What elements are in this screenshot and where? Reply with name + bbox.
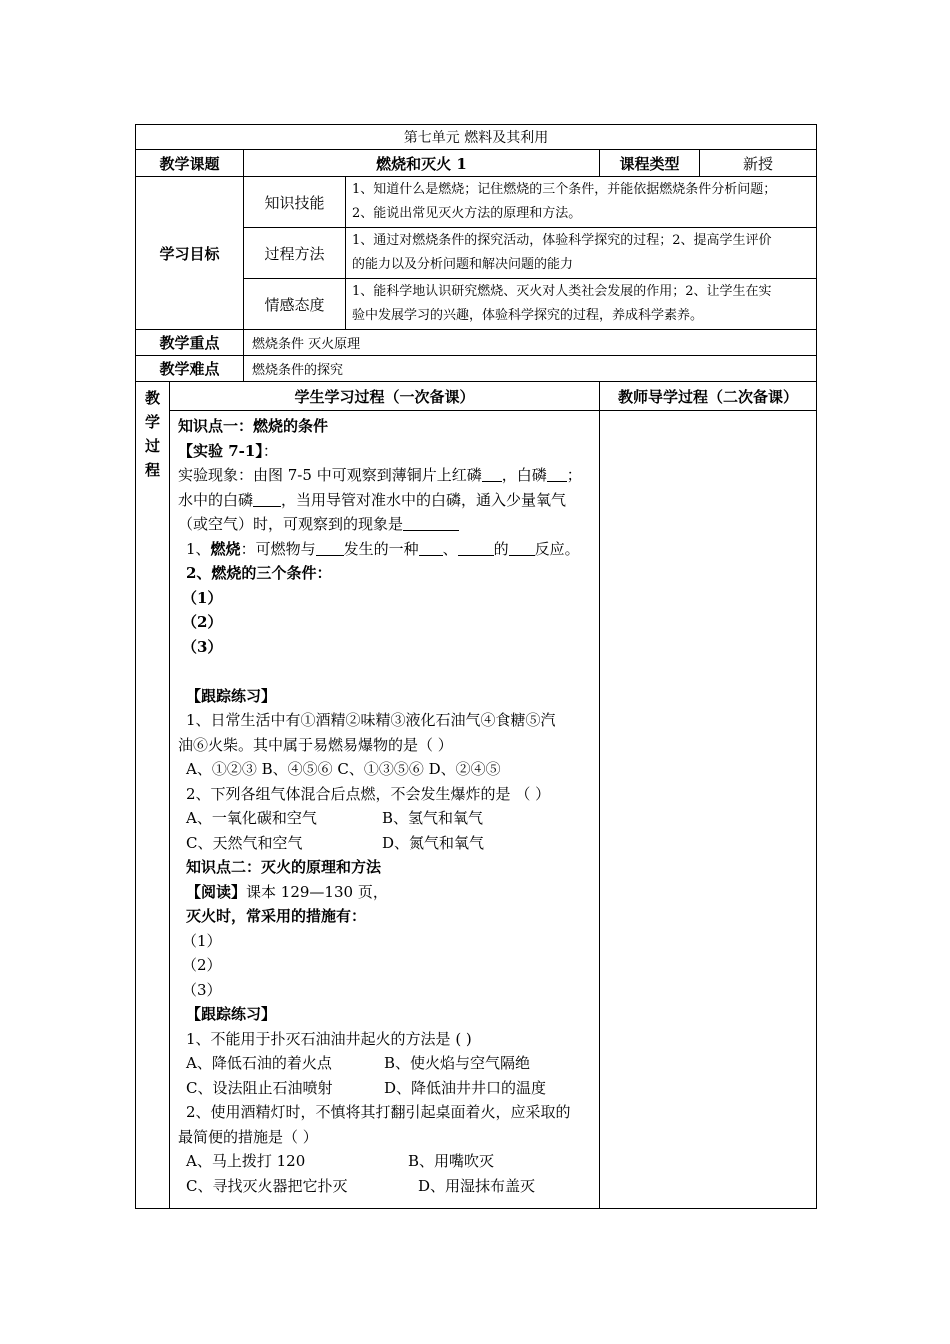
question-options: C、寻找灭火器把它扑灭 D、用湿抹布盖灭	[186, 1176, 536, 1195]
topic-label: 教学课题	[136, 150, 244, 177]
topic-value: 燃烧和灭火 1	[244, 150, 600, 177]
answer-blank[interactable]	[253, 490, 281, 507]
teacher-process-header: 教师导学过程（二次备课）	[600, 382, 817, 411]
process-label: 教 学 过 程	[136, 382, 170, 1209]
objective-text	[346, 228, 817, 279]
question-options: A、降低石油的着火点 B、使火焰与空气隔绝	[186, 1054, 531, 1072]
answer-blank[interactable]	[458, 539, 494, 556]
answer-blank[interactable]	[482, 465, 502, 482]
lesson-plan	[135, 124, 816, 1209]
unit-title: 第七单元 燃料及其利用	[136, 125, 817, 150]
course-type-value: 新授	[700, 150, 817, 177]
question-line: 2、使用酒精灯时，不慎将其打翻引起桌面着火，应采取的	[186, 1103, 571, 1121]
question-line: 2、下列各组气体混合后点燃，不会发生爆炸的是 （ ）	[186, 784, 551, 803]
answer-blank[interactable]	[403, 514, 459, 531]
question-options: C、天然气和空气 D、氮气和氧气	[186, 833, 485, 852]
student-process-content	[170, 411, 600, 1209]
key-points-value: 燃烧条件 灭火原理	[244, 330, 817, 356]
observation-line: 实验现象：由图 7-5 中可观察到薄铜片上红磷 ，白磷 ；	[178, 466, 582, 484]
objective-name: 过程方法	[244, 228, 346, 279]
objective-line: 1、能科学地认识研究燃烧、灭火对人类社会发展的作用；2、让学生在实	[352, 284, 772, 299]
question-line: 1、不能用于扑灭石油油井起火的方法是 ( )	[186, 1029, 472, 1048]
objective-name: 情感态度	[244, 279, 346, 330]
practice-title: 【跟踪练习】	[186, 686, 277, 705]
knowledge-point-2: 知识点二：灭火的原理和方法	[186, 858, 382, 876]
objective-text	[346, 279, 817, 330]
lesson-plan-table	[135, 124, 817, 1209]
spacer	[178, 659, 593, 684]
observation-line: 水中的白磷 ，当用导管对准水中的白磷，通入少量氧气	[178, 490, 567, 509]
measure-item: （3）	[182, 980, 222, 999]
objective-name: 知识技能	[244, 177, 346, 228]
question-line: 最简便的措施是（ ）	[178, 1127, 318, 1146]
observation-line: （或空气）时，可观察到的现象是	[178, 512, 593, 537]
reading-line: 【阅读】课本 129—130 页，	[186, 882, 388, 901]
question-options: C、设法阻止石油喷射 D、降低油井井口的温度	[186, 1078, 547, 1097]
objective-line: 2、能说出常见灭火方法的原理和方法。	[352, 206, 582, 221]
question-options: A、①②③ B、④⑤⑥ C、①③⑤⑥ D、②④⑤	[186, 760, 501, 778]
question-options: A、马上拨打 120 B、用嘴吹灭	[186, 1152, 495, 1170]
objective-text	[346, 177, 817, 228]
objective-line: 1、知道什么是燃烧；记住燃烧的三个条件，并能依据燃烧条件分析问题；	[352, 182, 777, 197]
measures-title: 灭火时，常采用的措施有：	[186, 907, 367, 925]
answer-blank[interactable]	[419, 539, 443, 556]
difficulties-label: 教学难点	[136, 356, 244, 382]
practice-title: 【跟踪练习】	[186, 1005, 277, 1023]
answer-blank[interactable]	[509, 539, 535, 556]
measure-item: （2）	[182, 956, 222, 974]
question-line: 1、日常生活中有①酒精②味精③液化石油气④食糖⑤汽	[186, 711, 556, 729]
answer-blank[interactable]	[316, 539, 344, 556]
condition-item: （2）	[182, 613, 223, 631]
objective-line: 1、通过对燃烧条件的探究活动，体验科学探究的过程；2、提高学生评价	[352, 233, 772, 248]
objective-line: 的能力以及分析问题和解决问题的能力	[352, 257, 574, 272]
objective-line: 验中发展学习的兴趣，体验科学探究的过程，养成科学素养。	[352, 308, 704, 323]
objectives-label: 学习目标	[136, 177, 244, 330]
difficulties-value: 燃烧条件的探究	[244, 356, 817, 382]
condition-item: （1）	[182, 588, 223, 607]
measure-item: （1）	[182, 931, 222, 950]
course-type-label: 课程类型	[600, 150, 700, 177]
teacher-process-content[interactable]	[600, 411, 817, 1209]
student-process-header: 学生学习过程（一次备课）	[170, 382, 600, 411]
knowledge-point-1: 知识点一：燃烧的条件	[178, 417, 329, 435]
question-options: A、一氧化碳和空气 B、氢气和氧气	[186, 809, 484, 827]
condition-item: （3）	[182, 637, 223, 656]
question-line: 油⑥火柴。其中属于易燃易爆物的是（ ）	[178, 735, 453, 754]
answer-blank[interactable]	[547, 465, 567, 482]
conditions-title: 2、燃烧的三个条件：	[186, 564, 332, 582]
combustion-definition: 1、燃烧：可燃物与 发生的一种 、 的 反应。	[186, 539, 580, 558]
key-points-label: 教学重点	[136, 330, 244, 356]
experiment-heading: 【实验 7-1】：	[178, 441, 278, 460]
